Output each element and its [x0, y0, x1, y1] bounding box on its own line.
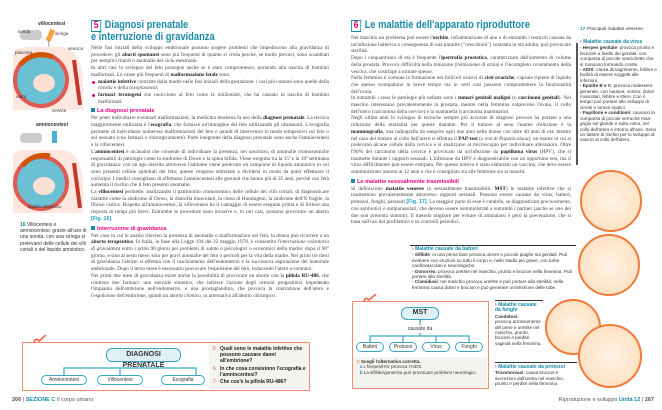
paragraph	[91, 233, 329, 273]
text-run: diagnosi prenatale	[263, 115, 305, 122]
text-run: rosolia	[98, 85, 113, 92]
text-run[interactable]: [Fig. 17]	[406, 199, 427, 206]
paragraph	[351, 75, 571, 95]
paragraph	[91, 45, 329, 65]
section-number: 5	[91, 20, 101, 32]
title-line-1: Diagnosi prenatale	[104, 19, 189, 31]
left-footer: 266 | SEZIONE C Il corpo umano	[12, 397, 94, 403]
unit-label: Unità 12	[618, 397, 641, 403]
text-run: malattie infettive	[98, 78, 137, 85]
exercise-option[interactable]: L'herpes/HIV provoca l'AIDS.	[363, 364, 423, 370]
text-run: villocentesi	[98, 189, 124, 196]
text-run: interruzione volontaria di gravidanza	[91, 239, 330, 252]
text-run: ) le malattie infettive che si trasmettono prevalentemente attraverso rapporti sessuali. Possono essere causate da virus, batteri, protozoi, funghi, parassiti	[351, 185, 571, 206]
text-run: Negli ultimi anni lo sviluppo di tecniche sempre più accurate di diagnosi precoce ha portato a una riduzione della mortalità per queste malattie. Per il tumore al seno l'esame d'elezione è la	[351, 115, 571, 129]
text-run: orchite	[432, 35, 449, 41]
disease-item: - Sifilide: in una prima fase provoca ulcere o piccole piaghe sui genitali. Può evolvere con eruzioni su tutto il corpo e, nello stadio più grave, con turbe cardiovascolari e neurologiche.	[412, 252, 568, 269]
text-run: . La maggior parte di esse è curabile, se diagnosticata precocemente, con antibiotici o antiparassitari, che devono essere somministrati a entrambi i partner (anche se uno dei due non presenta sintomi). Il metodo migliore per evitare di ammalarsi è però la prevenzione, che si basa sull'uso del profilattico e su controlli periodici.	[351, 199, 571, 226]
label-siringa: siringa	[55, 31, 69, 36]
title-text: Le malattie dell'apparato riproduttore	[364, 19, 530, 31]
protozoa-heading: › Malattie causate da protozoi	[495, 365, 575, 370]
text-run: pillola RU-486	[285, 272, 319, 279]
bacteria-diseases	[412, 247, 574, 290]
concept-map-box	[22, 342, 310, 391]
text-run: aborto terapeutico	[91, 239, 133, 246]
disease-item: - Herpes genitale: provoca prurito e bruciore a livello dei genitali, con comparsa di piccole vescichette che si rompono formando croste.	[580, 45, 655, 67]
paragraph	[351, 35, 571, 55]
disease-item: - Epatite B e C: provoca malessere generale, con nausea, vomito, dolori muscolari, febbre e ittero. Con il tempo può portare allo sviluppo di cirrosi e tumori epatici.	[580, 83, 655, 110]
question: 7 Che cos'è la pillola RU-486?	[213, 379, 287, 386]
label-cervice: cervice	[52, 108, 67, 113]
text-run: Nel maschio un problema può essere l'	[351, 35, 433, 41]
text-run: carcinomi genitali	[518, 95, 559, 102]
malformation-causes-list	[91, 79, 329, 106]
text-run: MST	[494, 185, 506, 192]
text-run: ;	[156, 85, 159, 92]
right-body-text	[351, 35, 571, 226]
bacteria-heading: › Malattie causate da batteri	[412, 247, 574, 252]
review-questions	[213, 346, 307, 386]
left-body-text	[91, 45, 329, 300]
paragraph	[91, 189, 329, 223]
map-node: Virus	[422, 342, 450, 352]
text-run: . I medici consigliano di effettuare l'amniocentesi alle gestanti che hanno più di 35 anni, perché con l'età aumenta il rischio che il feto presenti anomalie.	[91, 175, 329, 189]
mst-concept-box	[352, 301, 489, 389]
disease-item: - Gonorrea: provoca uretrite nel maschio, prurito e bruciori nella femmina. Può portare alla sterilità.	[412, 268, 573, 280]
label-sonda: sonda	[18, 29, 31, 34]
text-run: .	[111, 215, 113, 222]
map-root: MST	[401, 307, 439, 320]
text-run: La	[91, 189, 99, 196]
text-run: farmaci teratogeni	[98, 91, 142, 98]
text-run: tumori genitali maligni	[458, 95, 511, 102]
fig-label-villocentesi: villocentesi	[38, 21, 66, 27]
text-run: Per poter individuare eventuali malformazioni, la medicina moderna fa uso della	[91, 115, 264, 122]
bacteria-list	[412, 252, 574, 290]
fungi-disease-name: Candidosi:	[495, 313, 519, 319]
virus-diseases	[580, 40, 658, 143]
page-number: 267	[644, 397, 654, 403]
virus-microscope-image	[580, 170, 642, 232]
text-run: , che fornisce un'immagine del feto utilizzando gli ultrasuoni. L'ecografia permette di individuare numerose malformazioni del feto e quindi di intervenire in modo tempestivo sul feto o sul neonato (con farmaci o chirurgicamente). Parte integrante della diagnosi prenatale sono anche l'amniocentesi e la villocentesi.	[91, 122, 329, 149]
list-item	[91, 92, 329, 105]
text-run: contratte dalla madre nelle fasi iniziali della gestazione; i casi più comuni sono quelle della	[136, 78, 329, 85]
fungi-disease-text: provoca arrossamento del pene e uretrite nel maschio, prurito, bruciori e perdite vaginali nella femmina.	[495, 319, 542, 346]
text-run: , che ha causato la nascita di bambini malformati.	[98, 91, 330, 105]
section-label: SEZIONE C	[25, 397, 56, 403]
checkmark-icon	[32, 335, 48, 347]
text-run: sono più frequenti di quanto si creda perché, se molto precoci, sono scambiati per semplici ritardi o anomalie del ciclo mestruale.	[91, 51, 329, 65]
text-run: , una radiografia da eseguire ogni due anni nelle donne con oltre 40 anni di età, mentre nel caso del tumore al collo dell'utero si effettua il	[351, 128, 571, 142]
text-run: , che contiene due farmaci: uno steroide sintetico, che inibisce l'azione degli ormoni progestinici impedendo l'impianto dell'embrione nell'endometrio, e una prostaglandina, che provoca la contrazione dell'utero e l'espulsione dell'embrione, quindi un aborto	[91, 272, 329, 299]
text-run: che nuocciono al feto come la	[141, 91, 218, 98]
fig-label-amniocentesi: amniocentesi	[36, 122, 68, 128]
text-run: , infiammazione di uno o di entrambi i testicoli causata da un'infezione batterica o conseguenza di una parotite ("orecchioni") contratta in età adulta: può provocare sterilità.	[351, 35, 571, 55]
exercise-option[interactable]: La sifilide/gonorrea può provocare problemi neurologici.	[363, 369, 477, 375]
text-run: Nel caso in cui le analisi rilevino la presenza di anomalie o malformazioni nel feto, la donna può ricorrere a un	[91, 232, 329, 239]
paragraph	[91, 65, 329, 78]
title-line-2: e interruzione di gravidanza	[91, 31, 215, 43]
bacteria-microscope-image	[578, 234, 640, 296]
text-run: , capsule ripiene di liquido che spesso scompaiono in breve tempo ma in certi casi possono compromettere la funzionalità dell'ovaia.	[351, 75, 571, 95]
arrow-fungi	[495, 300, 543, 301]
figure-caption-17: 17 Principali malattie veneree.	[580, 27, 645, 32]
fungi-diseases	[495, 303, 542, 346]
text-run: Dopo i cinquant'anni di età è frequente l'	[351, 55, 442, 62]
text-run: test di Papanicolaou	[484, 135, 529, 142]
text-run: , caratterizzata dall'aumento di volume della prostata. Provoca difficoltà nella minzione (l'emissione di urina) e l'incompleto svuotamento della vescica, che costringe a urinare spesso.	[351, 55, 571, 75]
paragraph	[91, 149, 329, 189]
text-run: mammografia	[351, 128, 383, 135]
text-run: Nelle fasi iniziali dello sviluppo embrionale possono sorgere problemi che impediscono alla gravidanza di procedere: gli	[91, 45, 329, 58]
exercise-heading: Scegli l'alternativa corretta.	[360, 359, 421, 364]
disease-item: - Papillomi e condilomi: causano la comparsa di piccole verruche rosa-grigio sul glande e sulla vulva, nel collo dell'utero e intorno all'ano. Sono un fattore di rischio per lo sviluppo di cancro al collo dell'utero.	[580, 110, 657, 143]
unit-subject: Riproduzione e sviluppo	[558, 397, 618, 403]
page-title-6	[351, 20, 530, 32]
figure-caption-16	[20, 222, 88, 253]
list-item	[91, 79, 329, 92]
text-run: In altri casi lo sviluppo del feto prosegue anche se è stato compromesso, portando alla nascita di bambini malformati. Le cause più frequenti di	[91, 65, 329, 78]
caption-text: Villocentesi e amniocentesi: grazie all'uso di una sonda, con una siringa si prelevano delle cellule dei villi coriali o del liquido amniotico.	[20, 222, 87, 253]
text-run: . La tecnica maggiormente utilizzata è l'	[91, 115, 329, 129]
label-vescica: vescica	[68, 46, 84, 51]
text-run: cariotipo	[91, 175, 111, 182]
map-link-label: causate da	[407, 326, 433, 332]
label-liquido: liquido amniotico	[28, 204, 62, 209]
text-run: malformazione fetale	[170, 71, 218, 78]
protozoa-disease-name: Tricomoniasi	[495, 370, 524, 376]
text-run: talidomide	[217, 91, 240, 98]
map-root: DIAGNOSI PRENATALE	[106, 348, 181, 362]
text-run: e della	[112, 85, 130, 92]
page-number: 266	[12, 397, 22, 403]
sidebar-line	[576, 43, 578, 165]
paragraph	[351, 115, 571, 175]
paragraph	[91, 273, 329, 300]
text-run: chimico	[184, 292, 201, 299]
virus-heading: › Malattie causate da virus	[580, 40, 658, 45]
map-node: Amniocentesi	[41, 375, 87, 385]
text-run: Nella femmina è comune la formazione nei follicoli ovarici di	[351, 75, 485, 82]
question: 5 Quali sono le malattie infettive che possono causare danni all'embrione?	[213, 346, 303, 365]
text-run: Nei primi due mesi di gravidanza esiste anche la possibilità di provocare un aborto con la	[91, 272, 286, 279]
text-run: In entrambi i sessi le patologie più nefaste sono i	[351, 95, 459, 102]
text-run: ). Nel maschio interessano prevalentemente la prostata, mentre nella femmina colpiscono l'ovaio, il collo dell'utero (carcinoma della cervice) e la mammella (carcinoma mammario).	[351, 95, 572, 115]
paragraph	[91, 115, 329, 149]
disease-item: - Clamidiasi: nel maschio provoca uretrite e può portare alla sterilità; nella femmina causa dolori e bruciori e può generare un'infezione delle tube.	[412, 279, 564, 290]
protozoa-disease-text: : causa bruciori e secrezioni dall'uretra nel maschio, prurito e perdite nella femmina.	[495, 370, 565, 387]
villocentesi-illustration	[8, 25, 88, 117]
exercise-8: 8 Scegli l'alternativa corretta. a L'herpes/HIV provoca l'AIDS. b La sifilide/gonorrea può provocare problemi neurologici.	[357, 359, 477, 375]
section-subject: Il corpo umano	[56, 397, 94, 403]
text-run: sono:	[217, 71, 231, 78]
virus-list	[580, 45, 658, 142]
subheading-interruzione: Interruzione di gravidanza	[91, 225, 329, 233]
paragraph	[351, 55, 571, 75]
paragraph	[351, 186, 571, 226]
arrow-protozoa	[495, 362, 577, 363]
subheading-diagnosi: La diagnosi prenatale	[91, 107, 329, 115]
subheading-mst: Le malattie sessualmente trasmissibili	[351, 178, 571, 186]
protozoa-diseases	[495, 365, 575, 387]
text-run: malattie veneree	[385, 185, 424, 192]
text-run: amniocentesi	[95, 148, 125, 155]
text-run: ipertrofia prostatica	[441, 55, 487, 62]
map-node: Batteri	[356, 342, 384, 352]
text-run[interactable]: [Fig. 16]	[91, 215, 112, 222]
text-run: cisti ovariche	[484, 75, 515, 82]
map-node: Funghi	[455, 342, 483, 352]
label-utero: utero	[16, 94, 27, 99]
text-run: Si definiscono	[351, 185, 386, 192]
paragraph	[351, 95, 571, 115]
text-run: (o sessualmente trasmissibili,	[423, 185, 495, 192]
text-run: . In Italia, in base alla Legge 194 del 22 maggio 1978, è consentita l'	[132, 239, 280, 246]
map-node: Villocentesi	[97, 375, 143, 385]
map-node: Ecografia	[161, 375, 205, 385]
text-run: PAP-test	[458, 135, 478, 142]
label-placenta: placenta	[15, 50, 33, 55]
text-run: papilloma virus	[500, 148, 538, 155]
text-run: ecografia	[150, 122, 172, 129]
question: 6 In che cosa consistono l'ecografia e l'amniocentesi?	[213, 365, 306, 378]
map-node: Protozoi	[389, 342, 417, 352]
text-run: (HPV), che si trasmette durante i rapporti sessuali. L'infezione da HPV è diagnosticabile con un opportuno test, ma il virus difficilmente può essere estirpato. Per questo motivo è stato elaborato un vaccino, che deve essere somministrato intorno ai 12 anni e che è consigliato sia alle femmine sia ai maschi.	[351, 148, 572, 176]
section-number: 6	[351, 20, 361, 32]
text-run: , in alternativa all'aborto chirurgico.	[200, 292, 276, 299]
right-footer: Riproduzione e sviluppo Unità 12 | 267	[558, 397, 654, 403]
text-run: permette, analizzando il patrimonio cromosomico delle cellule dei villi coriali, di diagnosticare malattie come la sindrome di Down, la distrofia muscolare, la còrea di Huntington, la sindrome dell'X fragile, la fibrosi cistica. Rispetto all'amniocentesi, la villocentesi ha il vantaggio di essere eseguita prima e di fornire una risposta in tempi più brevi. Entrambe le procedure sono invasive e, in rari casi, possono provocare un aborto	[91, 189, 330, 216]
protozoa-microscope-image	[578, 324, 642, 388]
checkmark-icon	[362, 294, 378, 306]
text-run: L'	[91, 148, 96, 155]
text-run: è un'analisi che consente di individuare la presenza, nel nascituro, di anomalie cromosomiche responsabili di patologie come la sindrome di Down e la spina bifida. Viene eseguita tra la 15ª e la 18ª settimana di gravidanza: con un ago inserito attraverso l'addome viene prelevato un campione di liquido amniotico in cui sono presenti cellule epiteliali del feto; queste vengono stimolate a dividersi in modo da poter effettuare il	[91, 148, 329, 175]
page-title-5	[91, 20, 215, 43]
text-run: toxoplasmosi	[129, 85, 157, 92]
text-run: (o	[477, 135, 485, 142]
text-run: aborti spontanei	[122, 51, 160, 58]
fig-number: 16	[20, 222, 26, 228]
text-run: ), un esame in cui si prelevano alcune cellule dalla cervice e si analizzano al microscopio per individuare alterazioni. Oltre l'90% dei carcinomi della cervice è provocato da un'infezione da	[351, 135, 571, 155]
disease-item: - AIDS: causa dimagrimento, febbre e facilità di essere soggetti alle infezioni.	[580, 67, 657, 83]
text-run: (o	[510, 95, 519, 102]
fungi-heading: › Malattie causate da funghi	[495, 303, 542, 314]
text-run: entro i primi 90 giorni per problemi di salute o psicologici o economici della madre; dopo il 90° giorno, e sino al sesto mese, solo per gravi anomalie del feto o pericoli per la vita della madre. Nei primi tre mesi di gravidanza l'aborto si effettua con il raschiamento dell'endometrio e la successiva aspirazione del materiale embrionale. Dopo il terzo mese è necessario provocare l'espulsione del feto, inducendo l'utero a contrarsi.	[91, 245, 329, 273]
